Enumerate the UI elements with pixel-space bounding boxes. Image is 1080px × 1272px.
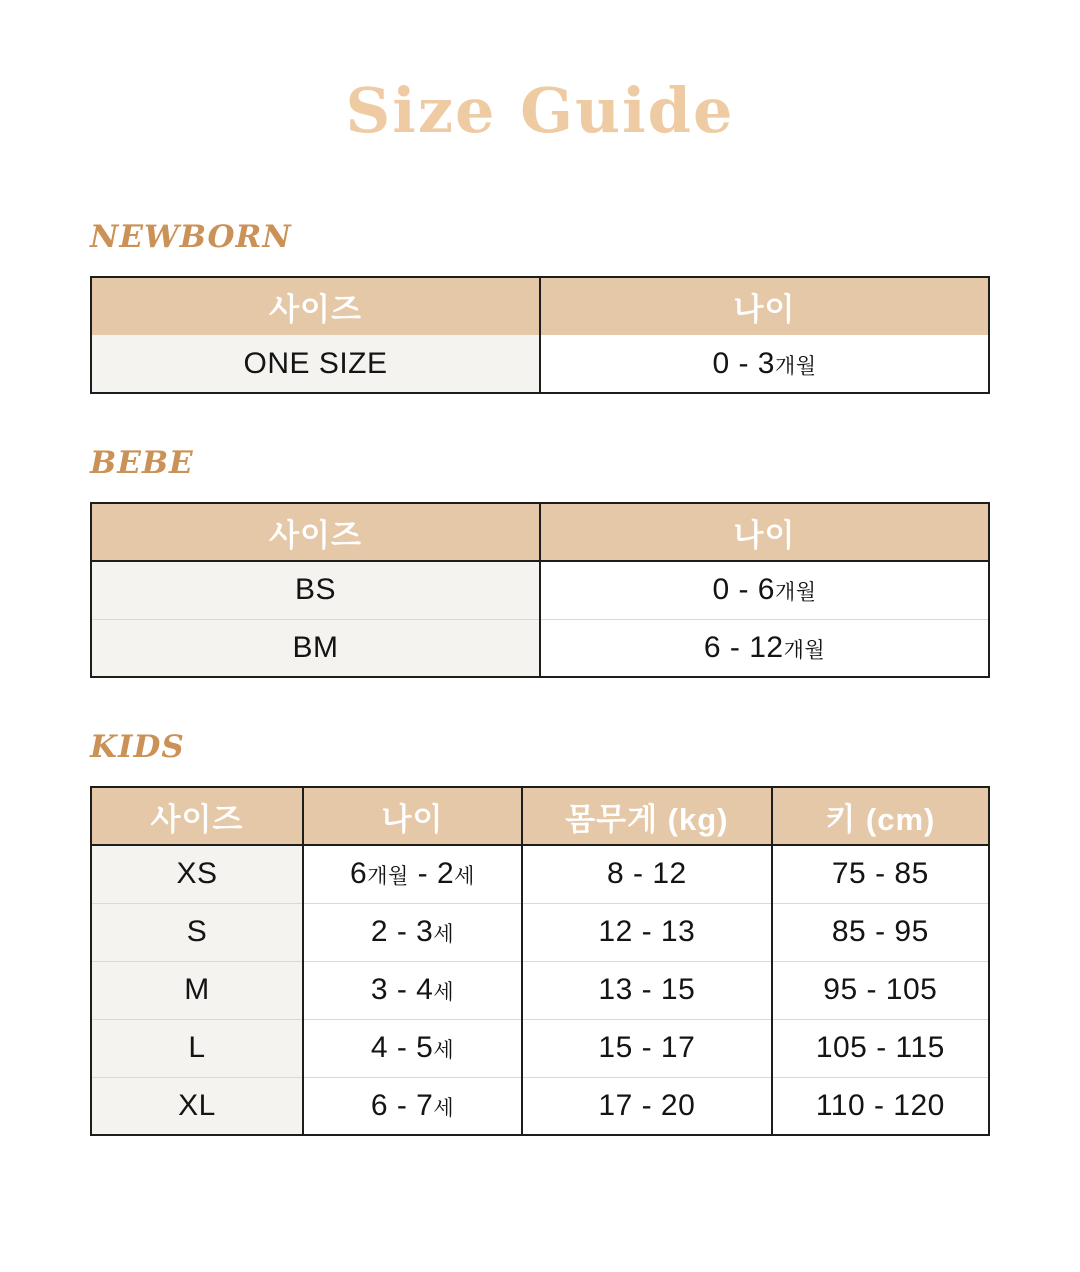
- column-header: 몸무게 (kg): [522, 787, 772, 845]
- unit-suffix: 개월: [774, 581, 817, 605]
- value-cell: [303, 845, 522, 903]
- cell-text: 0 - 6: [712, 573, 775, 607]
- size-table-newborn: [90, 276, 990, 394]
- cell-text: 0 - 3: [712, 346, 775, 380]
- section-heading: NEWBORN: [90, 219, 292, 255]
- table-row: [91, 845, 989, 903]
- value-cell: [522, 845, 772, 903]
- cell-text: 15 - 17: [598, 1031, 696, 1064]
- header-row: [91, 503, 989, 561]
- header-row: [91, 787, 989, 845]
- size-cell: [91, 845, 303, 903]
- value-cell: [303, 1019, 522, 1077]
- cell-text: 110 - 120: [815, 1088, 945, 1122]
- section-heading: BEBE: [90, 445, 194, 481]
- unit-suffix: 세: [454, 865, 475, 889]
- section-bebe: [90, 446, 990, 678]
- value-cell: [522, 1077, 772, 1135]
- table-row: [91, 903, 989, 961]
- table-row: [91, 335, 989, 393]
- cell-text: 4 - 5: [370, 1031, 434, 1064]
- cell-text: 75 - 85: [831, 857, 929, 891]
- cell-text: 13 - 15: [598, 973, 696, 1006]
- size-table-kids: [90, 786, 990, 1136]
- size-cell: [91, 961, 303, 1019]
- column-header: 사이즈: [91, 503, 540, 561]
- unit-suffix: 개월: [774, 354, 817, 378]
- value-cell: [303, 1077, 522, 1135]
- cell-text: 17 - 20: [598, 1088, 696, 1122]
- unit-suffix: 세: [433, 923, 455, 946]
- size-cell: [91, 619, 540, 677]
- unit-suffix: 개월: [783, 638, 826, 662]
- cell-text: XS: [176, 857, 218, 891]
- column-header: 나이: [303, 787, 522, 845]
- size-cell: [91, 903, 303, 961]
- value-cell: [522, 1019, 772, 1077]
- size-cell: [91, 561, 540, 619]
- cell-text: 2 - 3: [370, 915, 434, 948]
- table-row: [91, 1077, 989, 1135]
- cell-text: - 2: [408, 857, 455, 891]
- value-cell: [772, 961, 989, 1019]
- column-header: 나이: [540, 503, 989, 561]
- cell-text: L: [188, 1031, 206, 1064]
- table-row: [91, 619, 989, 677]
- size-cell: [91, 335, 540, 393]
- unit-suffix: 개월: [367, 865, 409, 889]
- column-header: 나이: [540, 277, 989, 335]
- size-guide-sections: [90, 220, 990, 1136]
- unit-suffix: 세: [433, 1039, 455, 1062]
- cell-text: 6: [350, 857, 368, 891]
- size-table-bebe: [90, 502, 990, 678]
- value-cell: [540, 619, 989, 677]
- value-cell: [772, 1077, 989, 1135]
- cell-text: 95 - 105: [823, 973, 938, 1006]
- cell-text: 105 - 115: [815, 1031, 945, 1064]
- cell-text: BS: [294, 573, 337, 607]
- header-row: [91, 277, 989, 335]
- cell-text: 6 - 12: [703, 630, 784, 664]
- table-row: [91, 1019, 989, 1077]
- value-cell: [522, 961, 772, 1019]
- cell-text: 8 - 12: [606, 857, 687, 891]
- cell-text: 6 - 7: [370, 1088, 434, 1122]
- value-cell: [772, 845, 989, 903]
- cell-text: 85 - 95: [831, 915, 929, 948]
- section-heading: KIDS: [90, 729, 185, 765]
- table-row: [91, 961, 989, 1019]
- section-kids: [90, 730, 990, 1136]
- unit-suffix: 세: [433, 1096, 455, 1120]
- column-header: 키 (cm): [772, 787, 989, 845]
- cell-text: XL: [178, 1088, 216, 1122]
- cell-text: BM: [292, 630, 339, 664]
- table-row: [91, 561, 989, 619]
- value-cell: [540, 561, 989, 619]
- size-cell: [91, 1019, 303, 1077]
- cell-text: ONE SIZE: [243, 346, 388, 380]
- section-newborn: [90, 220, 990, 394]
- value-cell: [303, 961, 522, 1019]
- value-cell: [772, 1019, 989, 1077]
- value-cell: [540, 335, 989, 393]
- page-title: Size Guide: [345, 74, 735, 147]
- cell-text: 3 - 4: [370, 973, 434, 1006]
- cell-text: M: [184, 973, 210, 1006]
- cell-text: 12 - 13: [598, 915, 696, 948]
- size-cell: [91, 1077, 303, 1135]
- column-header: 사이즈: [91, 277, 540, 335]
- value-cell: [772, 903, 989, 961]
- unit-suffix: 세: [433, 981, 455, 1004]
- column-header: 사이즈: [91, 787, 303, 845]
- cell-text: S: [186, 915, 208, 948]
- value-cell: [303, 903, 522, 961]
- value-cell: [522, 903, 772, 961]
